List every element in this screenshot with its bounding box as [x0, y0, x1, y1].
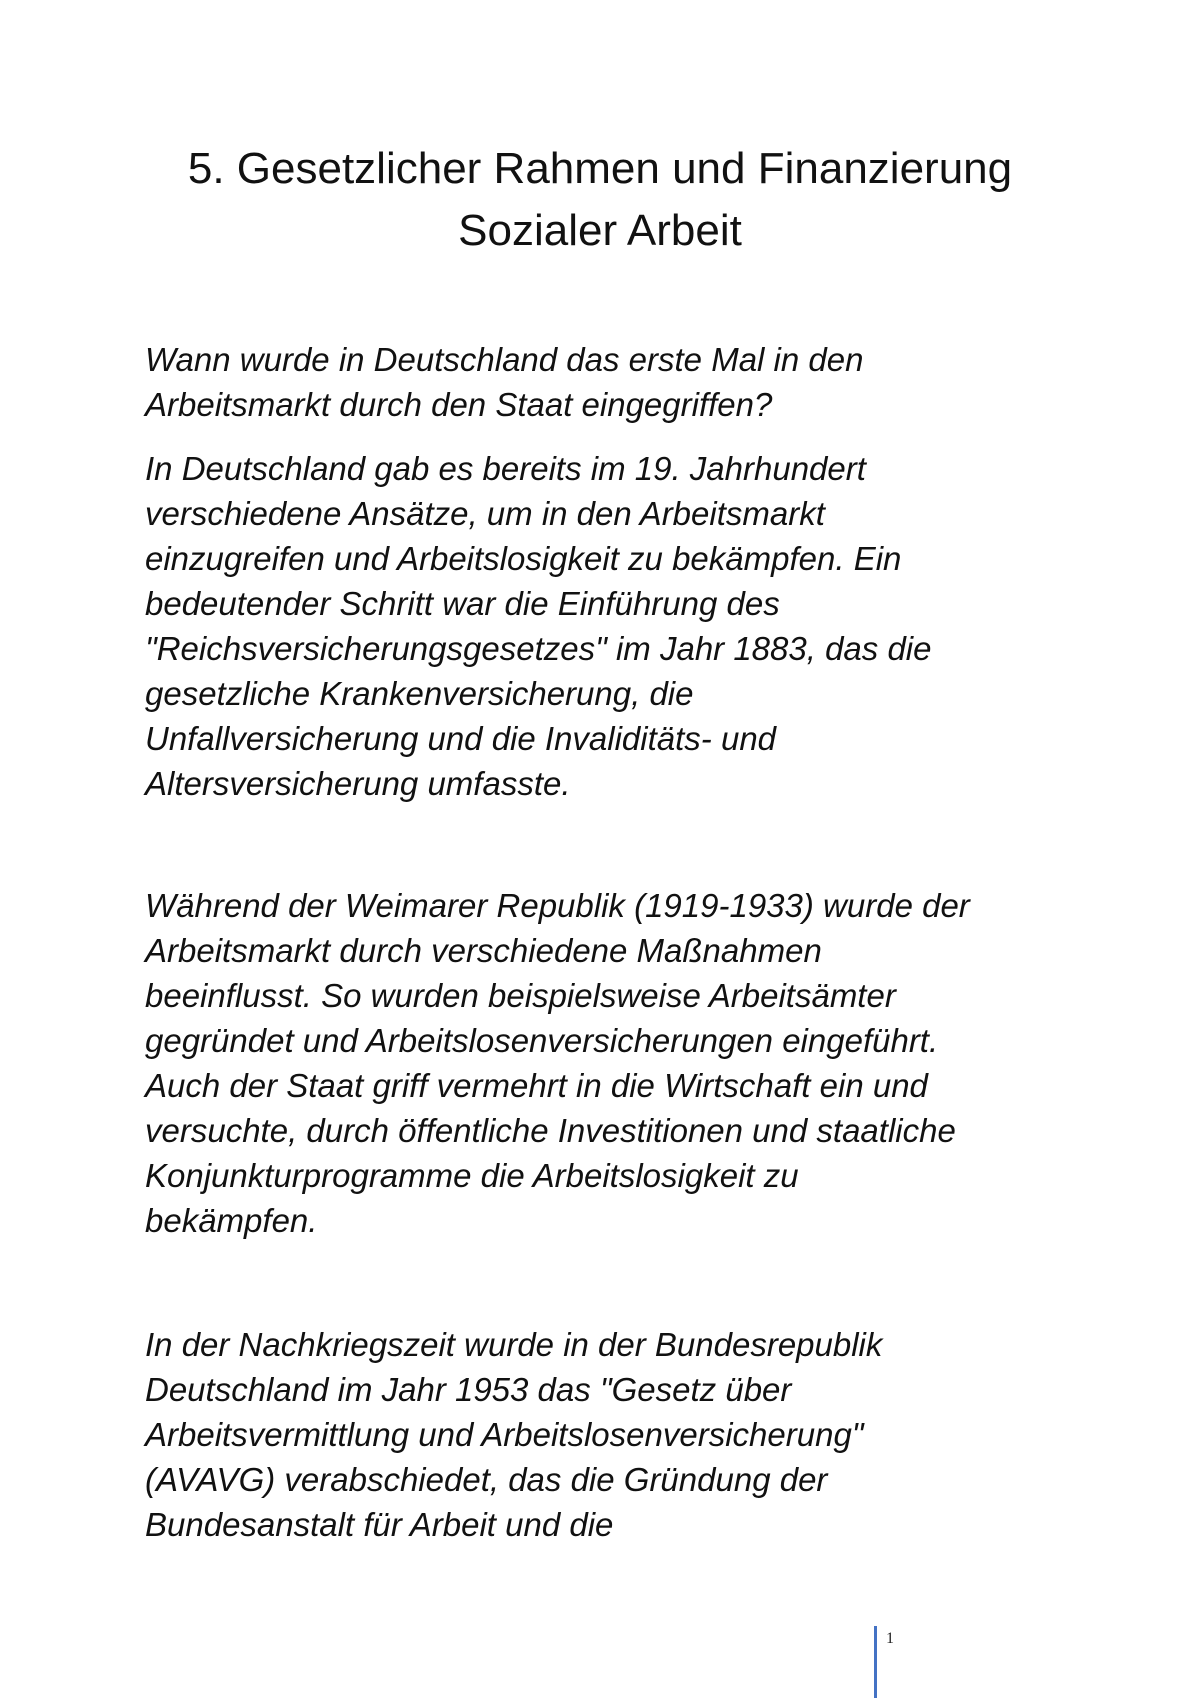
paragraph-line: Unfallversicherung und die Invaliditäts- und — [145, 720, 777, 757]
paragraph-line: gegründet und Arbeitslosenversicherungen eingeführt. — [145, 1022, 939, 1059]
paragraph-line: gesetzliche Krankenversicherung, die — [145, 675, 694, 712]
question-line: Wann wurde in Deutschland das erste Mal in den — [145, 341, 864, 378]
question-line: Arbeitsmarkt durch den Staat eingegriffen? — [145, 386, 773, 423]
paragraph-line: versuchte, durch öffentliche Investitionen und staatliche — [145, 1112, 956, 1149]
paragraph-line: Arbeitsmarkt durch verschiedene Maßnahmen — [145, 932, 822, 969]
paragraph-line: Arbeitsvermittlung und Arbeitslosenversicherung" — [145, 1416, 864, 1453]
answer-paragraph-2 — [145, 883, 1065, 1243]
page-number: 1 — [886, 1630, 894, 1647]
paragraph-line: Altersversicherung umfasste. — [145, 765, 571, 802]
paragraph-line: bekämpfen. — [145, 1202, 318, 1239]
paragraph-line: Bundesanstalt für Arbeit und die — [145, 1506, 614, 1543]
page-title-line-1: 5. Gesetzlicher Rahmen und Finanzierung — [187, 144, 1013, 193]
answer-paragraph-3 — [145, 1322, 1065, 1547]
paragraph-line: In Deutschland gab es bereits im 19. Jahrhundert — [145, 450, 866, 487]
page-title-line-2: Sozialer Arbeit — [458, 206, 742, 255]
paragraph-line: Deutschland im Jahr 1953 das "Gesetz über — [145, 1371, 792, 1408]
paragraph-line: beeinflusst. So wurden beispielsweise Arbeitsämter — [145, 977, 896, 1014]
paragraph-line: "Reichsversicherungsgesetzes" im Jahr 1883, das die — [145, 630, 932, 667]
page-footer — [0, 1620, 1200, 1698]
paragraph-line: bedeutender Schritt war die Einführung des — [145, 585, 780, 622]
paragraph-line: Konjunkturprogramme die Arbeitslosigkeit zu — [145, 1157, 799, 1194]
page-title — [145, 138, 1055, 262]
paragraph-line: Während der Weimarer Republik (1919-1933) wurde der — [145, 887, 970, 924]
paragraph-line: In der Nachkriegszeit wurde in der Bundesrepublik — [145, 1326, 883, 1363]
footer-rule — [874, 1626, 877, 1698]
paragraph-line: (AVAVG) verabschiedet, das die Gründung der — [145, 1461, 828, 1498]
paragraph-line: Auch der Staat griff vermehrt in die Wirtschaft ein und — [145, 1067, 928, 1104]
paragraph-line: verschiedene Ansätze, um in den Arbeitsmarkt — [145, 495, 825, 532]
answer-paragraph-1 — [145, 446, 1065, 806]
paragraph-line: einzugreifen und Arbeitslosigkeit zu bekämpfen. Ein — [145, 540, 902, 577]
question-text — [145, 337, 1065, 427]
